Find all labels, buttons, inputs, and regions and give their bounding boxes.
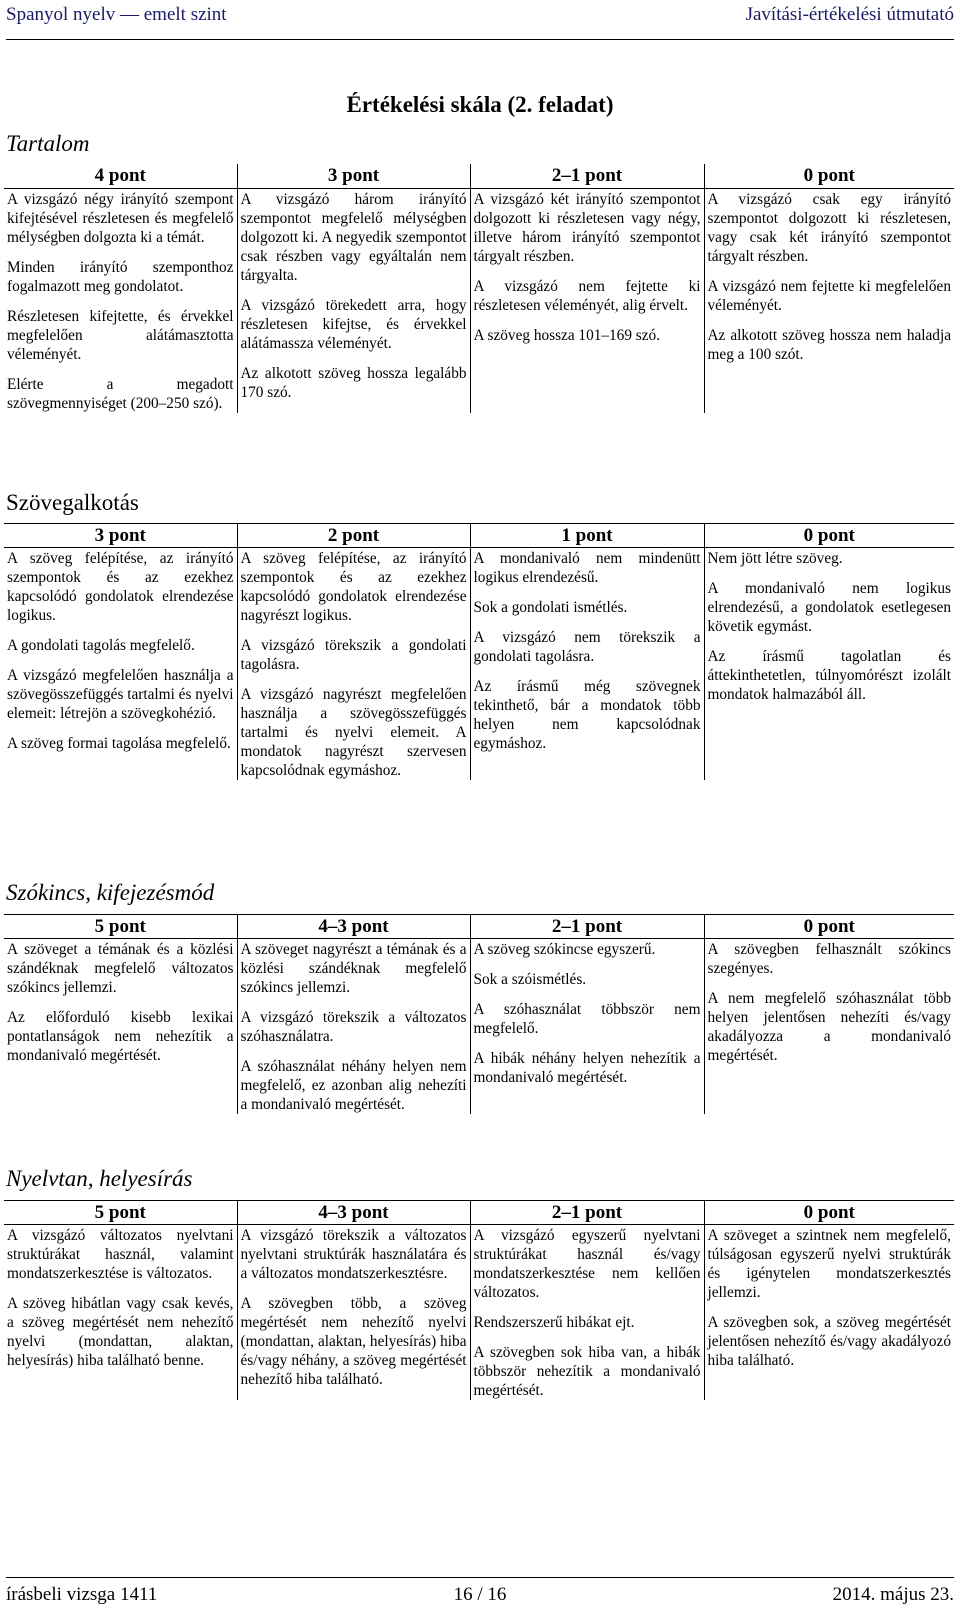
criterion: A vizsgázó négy irányító szempont kifejtésével részletesen és megfelelő mélységben dolgozta ki a témát.	[7, 190, 234, 246]
rubric-table-nyelvtan	[4, 1200, 954, 1400]
criteria-cell	[704, 1225, 954, 1401]
footer-date: 2014. május 23.	[832, 1584, 954, 1605]
criterion: A vizsgázó törekszik a változatos nyelvtani struktúrák használatára és a változatos mondatszerkesztésre.	[240, 1227, 467, 1282]
criteria-row	[4, 1225, 954, 1401]
criteria-cell	[704, 548, 954, 781]
score-header: 0 pont	[704, 1201, 954, 1225]
criterion: Az előforduló kisebb lexikai pontatlanságok nem nehezítik a mondanivaló megértését.	[7, 1009, 234, 1064]
criterion: A gondolati tagolás megfelelő.	[7, 637, 195, 654]
criterion: A szövegben sok, a szöveg megértését jelentősen nehezítő és/vagy akadályozó hiba található.	[707, 1314, 951, 1369]
criterion: A szöveg hossza 101–169 szó.	[473, 326, 661, 344]
score-header: 3 pont	[237, 164, 470, 188]
criterion: Az alkotott szöveg hossza legalább 170 szó.	[240, 364, 467, 401]
criterion: A szöveget nagyrészt a témának és a közlési szándéknak megfelelő szókincs jellemzi.	[240, 941, 467, 996]
header-row	[4, 164, 954, 188]
criteria-row	[4, 548, 954, 781]
criterion: Rendszerszerű hibákat ejt.	[473, 1314, 635, 1331]
rubric-table-tartalom	[4, 164, 954, 413]
criterion: A vizsgázó három irányító szempontot megfelelő mélységben dolgozott ki. A negyedik szempontot csak részben vagy egyáltalán nem tárgyalta.	[240, 190, 467, 284]
header-row	[4, 1201, 954, 1225]
criterion: A vizsgázó nem fejtette ki részletesen véleményét, alig érvelt.	[473, 277, 701, 314]
header-row	[4, 524, 954, 548]
section-title-nyelvtan: Nyelvtan, helyesírás	[6, 1166, 193, 1191]
score-header: 5 pont	[4, 1201, 237, 1225]
score-header: 2–1 pont	[470, 164, 704, 188]
criterion: A szóhasználat néhány helyen nem megfelelő, ez azonban alig nehezíti a mondanivaló megértését.	[240, 1058, 467, 1113]
criterion: Sok a gondolati ismétlés.	[473, 599, 628, 616]
criterion: A szöveg hibátlan vagy csak kevés, a szöveg megértését nem nehezítő nyelvi (mondattan, alaktan, helyesírás) hiba található benne.	[7, 1295, 234, 1369]
criteria-cell	[4, 548, 237, 781]
score-header: 5 pont	[4, 915, 237, 939]
score-header: 4 pont	[4, 164, 237, 188]
criterion: A szóhasználat többször nem megfelelő.	[473, 1001, 701, 1037]
criterion: A szövegben felhasznált szókincs szegényes.	[707, 941, 951, 977]
page-footer	[6, 1577, 954, 1607]
criteria-cell	[704, 939, 954, 1115]
criterion: A szöveg formai tagolása megfelelő.	[7, 735, 231, 752]
criteria-cell	[4, 939, 237, 1115]
criterion: Elérte a megadott szövegmennyiséget (200–250 szó).	[7, 375, 234, 412]
score-header: 2–1 pont	[470, 1201, 704, 1225]
criteria-cell	[704, 188, 954, 413]
criterion: A szöveg szókincse egyszerű.	[473, 941, 656, 958]
criterion: A vizsgázó nagyrészt megfelelően használja a szövegösszefüggés tartalmi és nyelvi elemeit. A mondatok nagyrészt szervesen kapcsolódnak egymáshoz.	[240, 686, 467, 779]
criterion: A szöveg felépítése, az irányító szempontok és az ezekhez kapcsolódó gondolatok elrendezése logikus.	[7, 550, 234, 624]
score-header: 0 pont	[704, 164, 954, 188]
criteria-cell	[237, 1225, 470, 1401]
footer-exam-code: írásbeli vizsga 1411	[6, 1584, 158, 1605]
score-header: 2 pont	[237, 524, 470, 548]
criterion: A vizsgázó két irányító szempontot dolgozott ki részletesen vagy négy, illetve három irányító szempontot tárgyalt részben.	[473, 190, 701, 265]
rubric-table-szokincs	[4, 914, 954, 1114]
criterion: Sok a szóismétlés.	[473, 971, 587, 988]
page-header	[6, 0, 954, 40]
criteria-cell	[237, 548, 470, 781]
criterion: Az alkotott szöveg hossza nem haladja meg a 100 szót.	[707, 326, 951, 363]
section-title-szokincs: Szókincs, kifejezésmód	[6, 880, 215, 905]
criterion: Részletesen kifejtette, és érvekkel megfelelően alátámasztotta véleményét.	[7, 307, 234, 363]
header-right: Javítási-értékelési útmutató	[745, 4, 954, 25]
header-left: Spanyol nyelv — emelt szint	[6, 4, 227, 25]
criterion: Nem jött létre szöveg.	[707, 550, 843, 567]
criterion: A vizsgázó nem fejtette ki megfelelően véleményét.	[707, 277, 951, 314]
score-header: 4–3 pont	[237, 915, 470, 939]
score-header: 1 pont	[470, 524, 704, 548]
header-row	[4, 915, 954, 939]
criterion: A vizsgázó csak egy irányító szempontot dolgozott ki részletesen, vagy csak két irányító szempontot tárgyalt részben.	[707, 190, 951, 265]
section-title-tartalom: Tartalom	[6, 131, 90, 156]
criteria-row	[4, 939, 954, 1115]
criterion: Az írásmű még szövegnek tekinthető, bár a mondatok több helyen nem kapcsolódnak egymáshoz.	[473, 678, 701, 752]
criterion: A szöveget a szintnek nem megfelelő, túlságosan egyszerű nyelvi struktúrák és igénytelen mondatszerkesztés jellemzi.	[707, 1227, 951, 1301]
criteria-cell	[470, 939, 704, 1115]
rubric-table-szovegalkotas	[4, 523, 954, 780]
criterion: A mondanivaló nem mindenütt logikus elrendezésű.	[473, 550, 701, 586]
criteria-cell	[237, 939, 470, 1115]
criterion: A szövegben több, a szöveg megértését nem nehezítő nyelvi (mondattan, alaktan, helyesírás) hiba és/vagy néhány, a szöveg megértését nehezítő hiba található.	[240, 1295, 467, 1388]
criteria-cell	[237, 188, 470, 413]
score-header: 4–3 pont	[237, 1201, 470, 1225]
score-header: 0 pont	[704, 524, 954, 548]
page-title: Értékelési skála (2. feladat)	[346, 92, 614, 117]
criteria-cell	[470, 1225, 704, 1401]
criterion: A nem megfelelő szóhasználat több helyen jelentősen nehezíti és/vagy akadályozza a mondanivaló megértését.	[707, 990, 951, 1064]
score-header: 2–1 pont	[470, 915, 704, 939]
score-header: 0 pont	[704, 915, 954, 939]
criterion: A szöveg felépítése, az irányító szempontok és az ezekhez kapcsolódó gondolatok elrendezése nagyrészt logikus.	[240, 550, 467, 624]
criterion: Az írásmű tagolatlan és áttekinthetetlen, túlnyomórészt izolált mondatok halmazából áll.	[707, 648, 951, 703]
criteria-cell	[4, 1225, 237, 1401]
criterion: A szöveget a témának és a közlési szándéknak megfelelő változatos szókincs jellemzi.	[7, 941, 234, 996]
section-title-szovegalkotas: Szövegalkotás	[6, 490, 139, 515]
criterion: A vizsgázó törekedett arra, hogy részletesen kifejtse, és érvekkel alátámassza véleményét.	[240, 296, 467, 352]
criterion: A vizsgázó változatos nyelvtani struktúrákat használ, valamint mondatszerkesztése is változatos.	[7, 1227, 234, 1282]
criteria-cell	[470, 548, 704, 781]
criterion: A vizsgázó nem törekszik a gondolati tagolásra.	[473, 629, 701, 665]
criterion: A vizsgázó törekszik a gondolati tagolásra.	[240, 637, 467, 673]
criteria-cell	[470, 188, 704, 413]
criterion: Minden irányító szemponthoz fogalmazott meg gondolatot.	[7, 258, 234, 295]
criterion: A vizsgázó megfelelően használja a szövegösszefüggés tartalmi és nyelvi elemeit: létrejön a szövegkohézió.	[7, 667, 234, 722]
footer-page-number: 16 / 16	[453, 1584, 507, 1605]
criteria-cell	[4, 188, 237, 413]
criterion: A szövegben sok hiba van, a hibák többször nehezítik a mondanivaló megértését.	[473, 1344, 701, 1399]
criterion: A vizsgázó egyszerű nyelvtani struktúrákat használ és/vagy mondatszerkesztése nem kellően változatos.	[473, 1227, 701, 1301]
score-header: 3 pont	[4, 524, 237, 548]
criterion: A mondanivaló nem logikus elrendezésű, a gondolatok esetlegesen követik egymást.	[707, 580, 951, 635]
criteria-row	[4, 188, 954, 413]
criterion: A hibák néhány helyen nehezítik a mondanivaló megértését.	[473, 1050, 701, 1086]
criterion: A vizsgázó törekszik a változatos szóhasználatra.	[240, 1009, 467, 1045]
